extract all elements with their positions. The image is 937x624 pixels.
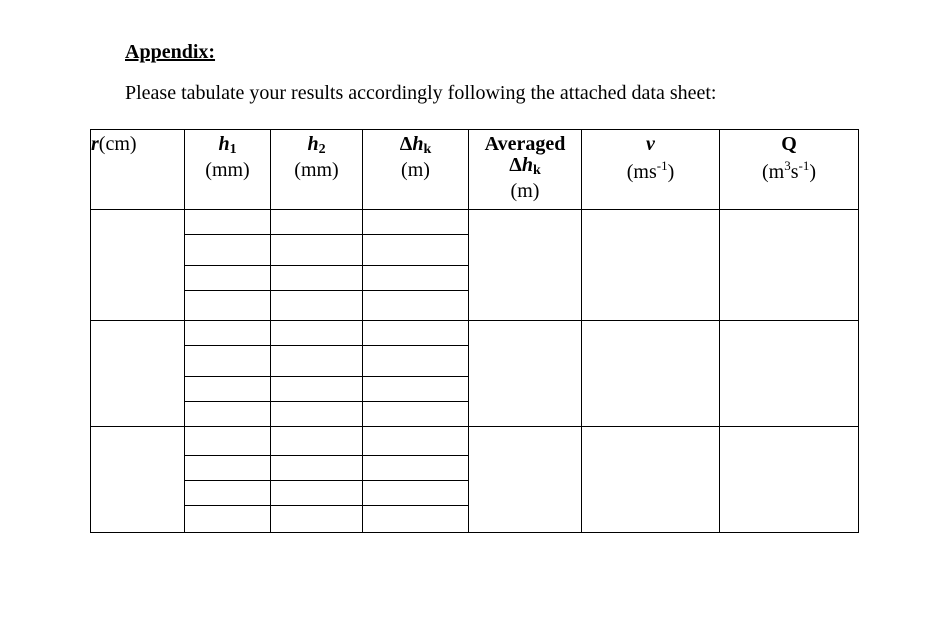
delta-hk-cell[interactable] [363,291,469,321]
flow-rate-cell[interactable] [720,321,859,427]
h1-cell[interactable] [185,321,271,346]
h2-cell[interactable] [271,456,363,481]
h1-cell[interactable] [185,210,271,235]
h1-cell[interactable] [185,377,271,402]
table-row [91,210,859,235]
h2-cell[interactable] [271,235,363,266]
header-row [91,130,859,210]
delta-hk-cell[interactable] [363,346,469,377]
velocity-cell[interactable] [582,427,720,533]
appendix-heading: Appendix: [125,41,216,63]
h1-cell[interactable] [185,402,271,427]
velocity-cell[interactable] [582,321,720,427]
header-flow-rate: Q $(m^3s^{-1})$ [720,130,859,210]
flow-rate-cell[interactable] [720,427,859,533]
delta-hk-cell[interactable] [363,377,469,402]
table-row [91,321,859,346]
delta-hk-cell[interactable] [363,210,469,235]
h2-cell[interactable] [271,291,363,321]
results-table [90,129,859,533]
h2-cell[interactable] [271,210,363,235]
h2-cell[interactable] [271,346,363,377]
delta-hk-cell[interactable] [363,402,469,427]
header-h1: $h_1$ (mm) [185,130,271,210]
instructions-text: Please tabulate your results accordingly following the attached data sheet: [125,82,717,104]
h2-cell[interactable] [271,506,363,533]
h1-cell[interactable] [185,456,271,481]
h2-cell[interactable] [271,481,363,506]
velocity-cell[interactable] [582,210,720,321]
h1-cell[interactable] [185,481,271,506]
h1-cell[interactable] [185,291,271,321]
r-value-cell[interactable] [91,321,185,427]
delta-hk-cell[interactable] [363,506,469,533]
h1-cell[interactable] [185,506,271,533]
delta-hk-cell[interactable] [363,456,469,481]
averaged-delta-hk-cell[interactable] [469,321,582,427]
table-row [91,427,859,456]
delta-hk-cell[interactable] [363,266,469,291]
delta-hk-cell[interactable] [363,481,469,506]
results-table-body [91,210,859,533]
header-averaged-delta-hk: Averaged $\Delta h_k$ (m) [469,130,582,210]
h1-cell[interactable] [185,346,271,377]
h1-cell[interactable] [185,427,271,456]
flow-rate-cell[interactable] [720,210,859,321]
h1-cell[interactable] [185,235,271,266]
h2-cell[interactable] [271,377,363,402]
delta-hk-cell[interactable] [363,235,469,266]
delta-hk-cell[interactable] [363,427,469,456]
delta-hk-cell[interactable] [363,321,469,346]
h1-cell[interactable] [185,266,271,291]
header-h2: $h_2$ (mm) [271,130,363,210]
header-delta-hk: $\Delta h_k$ (m) [363,130,469,210]
h2-cell[interactable] [271,321,363,346]
h2-cell[interactable] [271,402,363,427]
header-velocity: v $(ms^{-1})$ [582,130,720,210]
h2-cell[interactable] [271,427,363,456]
r-value-cell[interactable] [91,210,185,321]
h2-cell[interactable] [271,266,363,291]
averaged-delta-hk-cell[interactable] [469,427,582,533]
r-value-cell[interactable] [91,427,185,533]
header-r: r(cm) [91,130,185,210]
averaged-delta-hk-cell[interactable] [469,210,582,321]
